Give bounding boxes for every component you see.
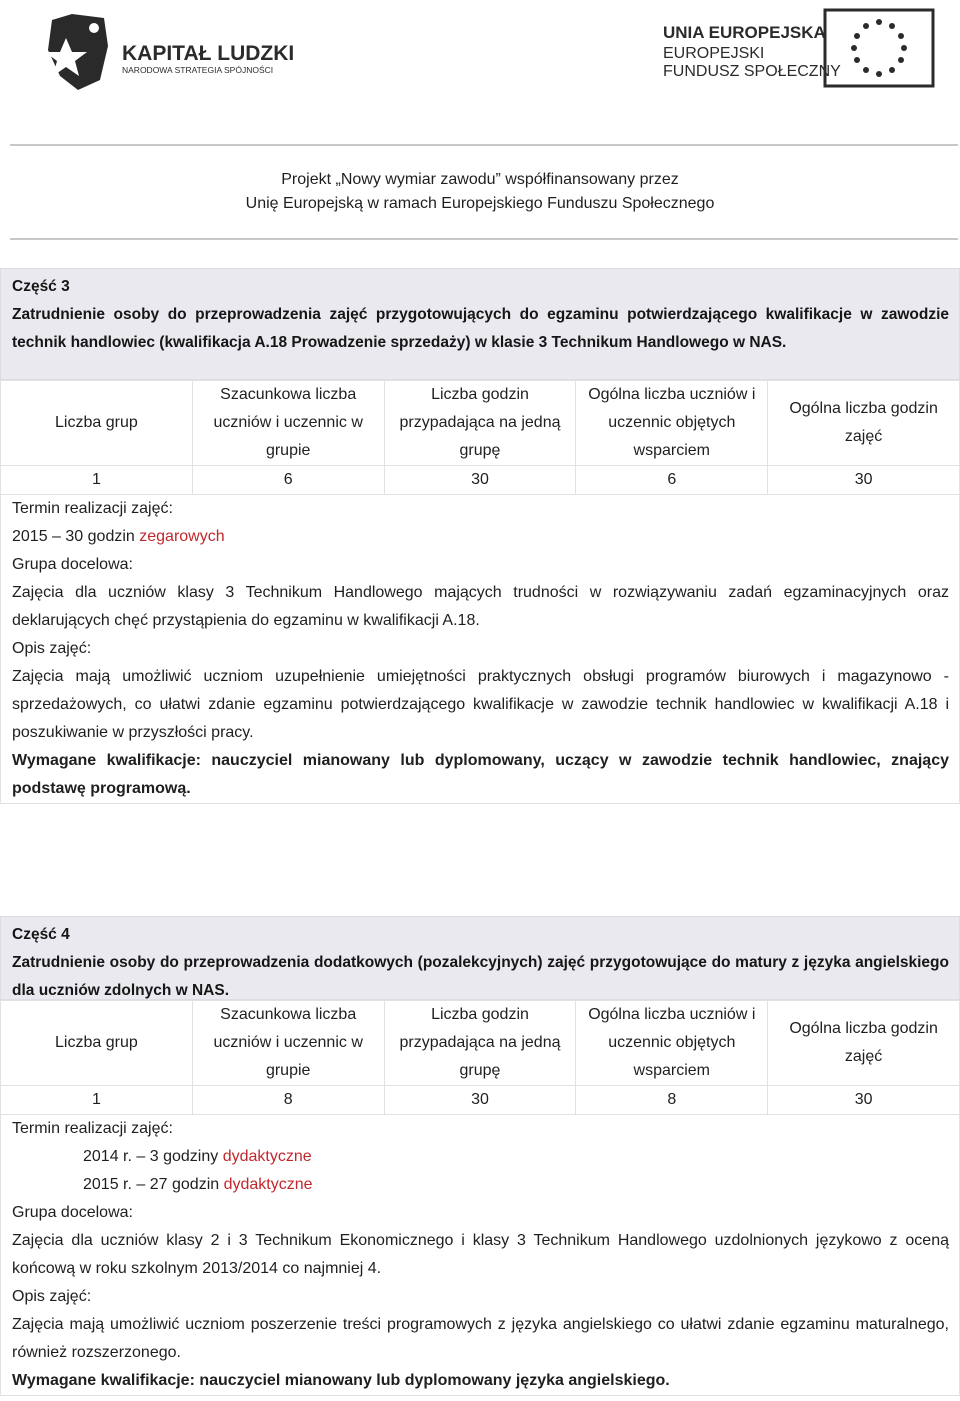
ue-logo-line2: EUROPEJSKI (663, 45, 765, 62)
ue-logo-line3: FUNDUSZ SPOŁECZNY (663, 63, 841, 80)
kl-logo-subtitle: NARODOWA STRATEGIA SPÓJNOŚCI (122, 65, 274, 75)
termin-row (12, 523, 949, 551)
ue-efs-logo (655, 8, 937, 90)
termin-type: zegarowych (139, 528, 225, 545)
opis-text: Zajęcia mają umożliwić uczniom uzupełnienie umiejętności praktycznych obsługi programów biurowych i magazynowo - sprzedażowych, co ułatwi zdanie egzaminu potwierdzającego kwalifikacje w zawodzie technik handlowiec w kwalifikacji A.18 i poszukiwanie w przyszłości pracy. (12, 668, 949, 741)
project-line-2: Unię Europejską w ramach Europejskiego Funduszu Społecznego (245, 195, 715, 212)
termin-type: dydaktyczne (222, 1148, 312, 1165)
termin-dash: – (136, 1148, 146, 1165)
value-liczba-grup: 1 (1, 466, 193, 495)
termin-dash: – (52, 528, 61, 545)
section-3-header (0, 268, 960, 380)
opis-label: Opis zajęć: (12, 1288, 92, 1305)
col-header-liczba-uczniow-w-grupie: Szacunkowa liczba uczniów i uczennic w grupie (192, 1001, 384, 1086)
wymagane-kwalifikacje: Wymagane kwalifikacje: nauczyciel mianowany lub dyplomowany, uczący w zawodzie technik handlowiec, znający podstawę programową. (12, 752, 949, 797)
termin-year: 2014 r. (83, 1148, 132, 1165)
section-3-details (0, 495, 960, 804)
section-3 (0, 268, 960, 804)
value-godzin-na-grupe: 30 (384, 1086, 576, 1115)
termin-hours: 27 godzin (149, 1176, 220, 1193)
value-ogolna-liczba-uczniow: 6 (576, 466, 768, 495)
header-divider (10, 144, 958, 146)
col-header-liczba-grup: Liczba grup (1, 1001, 193, 1086)
termin-year: 2015 r. (83, 1176, 132, 1193)
project-line-1: Projekt „Nowy wymiar zawodu” współfinansowany przez (281, 171, 679, 188)
termin-type: dydaktyczne (223, 1176, 313, 1193)
project-title (0, 168, 960, 216)
termin-hours: 30 godzin (65, 528, 135, 545)
grupa-text: Zajęcia dla uczniów klasy 2 i 3 Technikum Ekonomicznego i klasy 3 Technikum Handlowego uzdolnionych językowo z oceną końcową w roku szkolnym 2013/2014 co najmniej 4. (12, 1232, 949, 1277)
col-header-ogolna-liczba-uczniow: Ogólna liczba uczniów i uczennic objętych wsparciem (576, 381, 768, 466)
page-header (0, 0, 960, 145)
value-liczba-grup: 1 (1, 1086, 193, 1115)
termin-row (12, 1143, 949, 1171)
kapital-ludzki-logo (42, 6, 322, 96)
value-godzin-na-grupe: 30 (384, 466, 576, 495)
kl-logo-title: KAPITAŁ LUDZKI (122, 42, 295, 65)
col-header-ogolna-liczba-uczniow: Ogólna liczba uczniów i uczennic objętych wsparciem (576, 1001, 768, 1086)
termin-dash: – (136, 1176, 146, 1193)
wymagane-kwalifikacje: Wymagane kwalifikacje: nauczyciel mianowany lub dyplomowany języka angielskiego. (12, 1372, 670, 1389)
section-4-details (0, 1115, 960, 1396)
termin-hours: 3 godziny (149, 1148, 219, 1165)
section-3-title: Zatrudnienie osoby do przeprowadzenia zajęć przygotowujących do egzaminu potwierdzającego kwalifikacje w zawodzie technik handlowiec (kwalifikacja A.18 Prowadzenie sprzedaży) w klasie 3 Technikum Handlowego w NAS. (12, 306, 949, 351)
col-header-liczba-grup: Liczba grup (1, 381, 193, 466)
section-4-title: Zatrudnienie osoby do przeprowadzenia dodatkowych (pozalekcyjnych) zajęć przygotowujące do matury z języka angielskiego dla uczniów zdolnych w NAS. (12, 954, 949, 999)
grupa-text: Zajęcia dla uczniów klasy 3 Technikum Handlowego mających trudności w rozwiązywaniu zadań egzaminacyjnych oraz deklarujących chęć przystąpienia do egzaminu w kwalifikacji A.18. (12, 584, 949, 629)
grupa-label: Grupa docelowa: (12, 556, 133, 573)
opis-label: Opis zajęć: (12, 640, 92, 657)
section-4-number: Część 4 (12, 926, 70, 943)
value-ogolna-liczba-godzin: 30 (768, 466, 960, 495)
section-4-header (0, 916, 960, 1000)
value-ogolna-liczba-godzin: 30 (768, 1086, 960, 1115)
termin-year: 2015 (12, 528, 48, 545)
value-liczba-uczniow-w-grupie: 6 (192, 466, 384, 495)
project-divider (10, 238, 958, 240)
value-liczba-uczniow-w-grupie: 8 (192, 1086, 384, 1115)
stats-header-row (1, 1001, 960, 1086)
col-header-ogolna-liczba-godzin: Ogólna liczba godzin zajęć (768, 1001, 960, 1086)
value-ogolna-liczba-uczniow: 8 (576, 1086, 768, 1115)
col-header-godzin-na-grupe: Liczba godzin przypadająca na jedną grupę (384, 381, 576, 466)
termin-label: Termin realizacji zajęć: (12, 1120, 173, 1137)
ue-logo-line1: UNIA EUROPEJSKA (663, 23, 826, 42)
section-3-number: Część 3 (12, 278, 70, 295)
col-header-ogolna-liczba-godzin: Ogólna liczba godzin zajęć (768, 381, 960, 466)
termin-label: Termin realizacji zajęć: (12, 500, 173, 517)
opis-text: Zajęcia mają umożliwić uczniom poszerzenie treści programowych z języka angielskiego co ułatwi zdanie egzaminu maturalnego, również rozszerzonego. (12, 1316, 949, 1361)
col-header-godzin-na-grupe: Liczba godzin przypadająca na jedną grupę (384, 1001, 576, 1086)
stats-values-row (1, 466, 960, 495)
section-4-stats-table (0, 1000, 960, 1115)
eu-stars-icon (851, 19, 907, 77)
stats-header-row (1, 381, 960, 466)
section-4 (0, 916, 960, 1396)
stats-values-row (1, 1086, 960, 1115)
termin-row (12, 1171, 949, 1199)
section-3-stats-table (0, 380, 960, 495)
col-header-liczba-uczniow-w-grupie: Szacunkowa liczba uczniów i uczennic w grupie (192, 381, 384, 466)
grupa-label: Grupa docelowa: (12, 1204, 133, 1221)
